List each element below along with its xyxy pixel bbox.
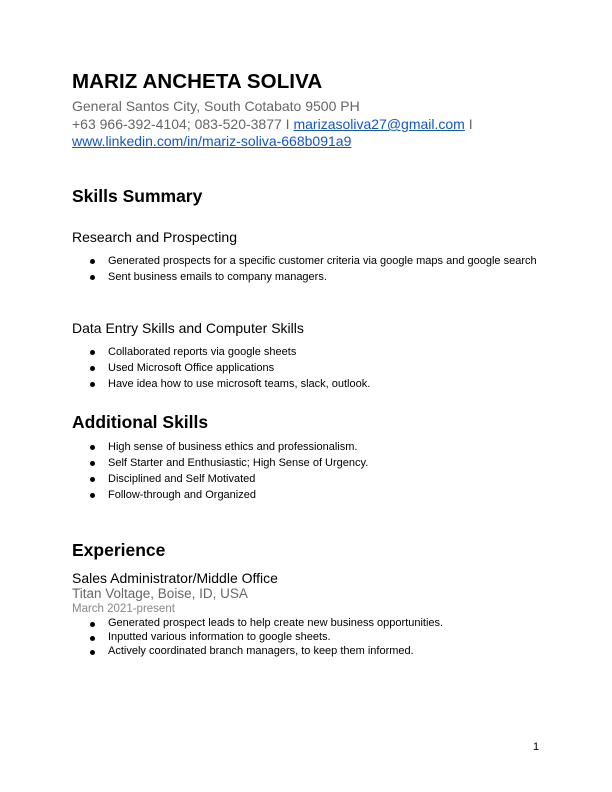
job-title: Sales Administrator/Middle Office	[72, 570, 278, 586]
list-item: High sense of business ethics and professionalism.	[72, 439, 552, 455]
company: Titan Voltage, Boise, ID, USA	[72, 586, 248, 601]
list-item: Sent business emails to company managers.	[72, 269, 552, 285]
job-dates: March 2021-present	[72, 603, 175, 615]
experience-list	[72, 616, 552, 658]
list-item: Actively coordinated branch managers, to keep them informed.	[72, 644, 552, 658]
candidate-name: MARIZ ANCHETA SOLIVA	[72, 70, 323, 93]
research-list	[72, 253, 552, 285]
list-item: Generated prospect leads to help create new business opportunities.	[72, 616, 552, 630]
list-item: Collaborated reports via google sheets	[72, 344, 552, 360]
list-item: Generated prospects for a specific customer criteria via google maps and google search	[72, 253, 548, 269]
list-item: Have idea how to use microsoft teams, slack, outlook.	[72, 376, 552, 392]
experience-heading: Experience	[72, 540, 166, 560]
page-number: 1	[533, 741, 540, 753]
linkedin-link[interactable]: www.linkedin.com/in/mariz-soliva-668b091a9	[72, 133, 352, 149]
address: General Santos City, South Cotabato 9500 PH	[72, 98, 360, 114]
additional-skills-heading: Additional Skills	[72, 412, 209, 432]
list-item: Follow-through and Organized	[72, 487, 552, 503]
contact-line	[72, 116, 473, 132]
list-item: Used Microsoft Office applications	[72, 360, 552, 376]
separator: I	[464, 116, 473, 132]
list-item: Self Starter and Enthusiastic; High Sense of Urgency.	[72, 455, 552, 471]
list-item: Disciplined and Self Motivated	[72, 471, 552, 487]
list-item: Inputted various information to google sheets.	[72, 630, 552, 644]
phone-numbers: +63 966-392-4104; 083-520-3877 I	[72, 116, 294, 132]
additional-skills-list	[72, 439, 552, 503]
email-link[interactable]: marizasoliva27@gmail.com	[293, 116, 465, 132]
data-entry-list	[72, 344, 552, 392]
research-subheading: Research and Prospecting	[72, 229, 237, 245]
data-entry-subheading: Data Entry Skills and Computer Skills	[72, 320, 304, 336]
skills-summary-heading: Skills Summary	[72, 186, 203, 206]
